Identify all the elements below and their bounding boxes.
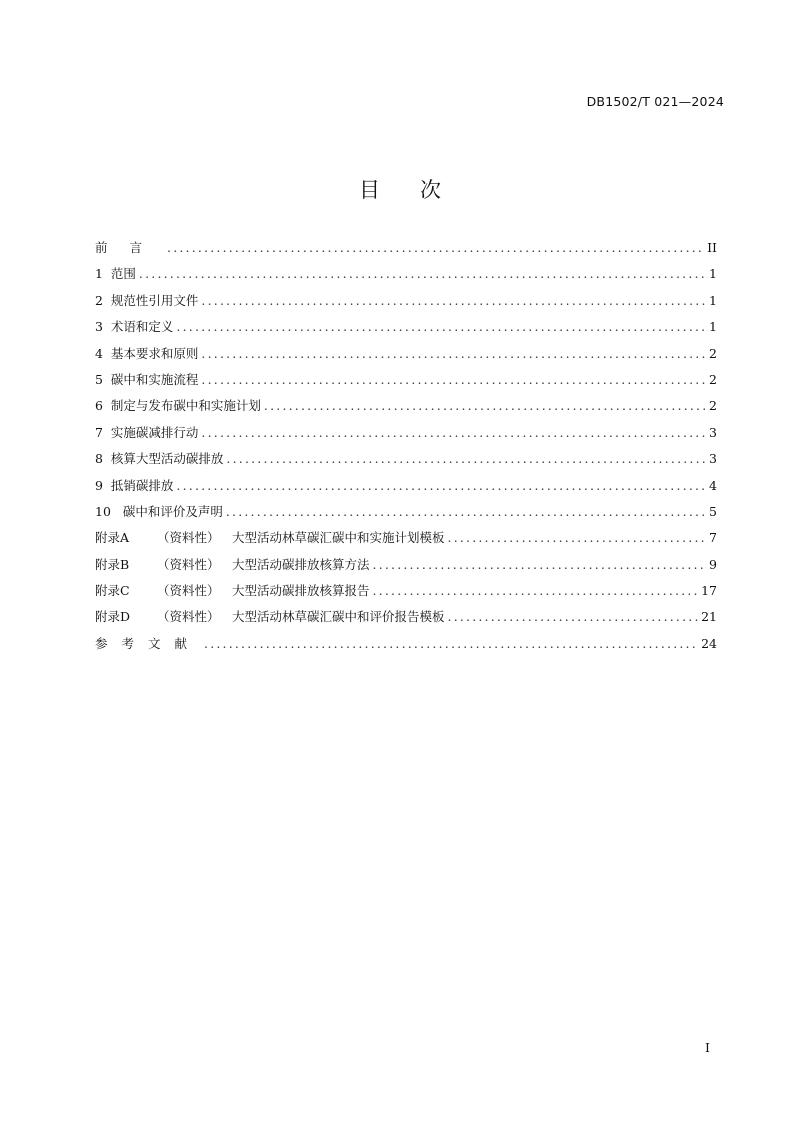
toc-entry-label [95,396,261,414]
toc-entry-label [95,423,198,441]
toc-entry-section-5[interactable] [95,370,717,396]
toc-entry-page: 4 [709,477,717,493]
toc-entry-page: 1 [709,292,717,308]
toc-entry-page: 17 [701,583,717,599]
toc-entry-appendix-c[interactable] [95,581,717,607]
toc-entry-page: 24 [701,635,717,651]
toc-entry-foreword[interactable] [95,238,717,264]
toc-entry-label: 参考文献 [95,635,202,651]
toc-leader-dots [201,372,706,387]
toc-leader-dots [226,504,706,519]
toc-appendix-title: 大型活动林草碳汇碳中和实施计划模板 [232,530,445,546]
toc-entry-page: 3 [709,451,717,467]
toc-entry-section-4[interactable] [95,344,717,370]
toc-entry-page: 2 [709,398,717,414]
table-of-contents [95,238,717,660]
toc-leader-dots [226,451,706,466]
toc-section-number: 9 [95,477,103,493]
toc-section-title: 碳中和实施流程 [110,371,199,387]
toc-entry-section-3[interactable] [95,317,717,343]
toc-section-number: 2 [95,292,103,308]
toc-appendix-type: （资料性） [157,556,220,572]
toc-entry-section-2[interactable] [95,291,717,317]
toc-section-number: 3 [95,319,103,335]
toc-section-title: 制定与发布碳中和实施计划 [110,398,261,414]
toc-entry-label [95,502,223,520]
toc-entry-label [95,607,445,625]
toc-appendix-type: （资料性） [157,530,220,546]
toc-entry-page: 1 [709,266,717,282]
toc-leader-dots [176,478,706,493]
toc-entry-page: II [707,240,717,255]
toc-leader-dots [201,293,706,308]
toc-section-title: 规范性引用文件 [110,292,199,308]
toc-entry-section-9[interactable] [95,476,717,502]
page-title: 目次 [359,178,481,202]
toc-entry-label [95,264,136,282]
toc-entry-appendix-a[interactable] [95,528,717,554]
toc-entry-references[interactable] [95,634,717,660]
toc-entry-label [95,370,198,388]
toc-section-number: 10 [95,503,111,519]
toc-entry-page: 2 [709,371,717,387]
toc-leader-dots [201,346,706,361]
toc-appendix-number: 附录B [95,556,130,572]
toc-entry-label [95,449,223,467]
toc-leader-dots [448,609,699,624]
page-number: I [705,1040,710,1055]
toc-section-title: 实施碳减排行动 [110,424,199,440]
toc-entry-section-7[interactable] [95,423,717,449]
toc-entry-label [95,555,370,573]
toc-appendix-number: 附录C [95,583,130,599]
toc-appendix-number: 附录D [95,609,131,625]
toc-section-number: 7 [95,424,103,440]
toc-entry-label [95,317,173,335]
toc-section-title: 范围 [110,266,136,282]
toc-appendix-title: 大型活动林草碳汇碳中和评价报告模板 [232,609,445,625]
toc-leader-dots [448,530,707,545]
toc-entry-page: 5 [709,503,717,519]
toc-section-title: 术语和定义 [110,319,174,335]
toc-section-title: 碳中和评价及声明 [122,503,223,519]
toc-section-title: 核算大型活动碳排放 [110,451,224,467]
toc-section-number: 5 [95,371,103,387]
toc-entry-page: 21 [701,609,717,625]
toc-section-title: 基本要求和原则 [110,345,199,361]
toc-entry-section-10[interactable] [95,502,717,528]
toc-section-title: 抵销碳排放 [110,477,174,493]
toc-entry-section-6[interactable] [95,396,717,422]
toc-entry-label: 前言 [95,240,165,255]
toc-entry-label [95,344,198,362]
toc-section-number: 1 [95,266,103,282]
toc-section-number: 4 [95,345,103,361]
toc-appendix-title: 大型活动碳排放核算报告 [232,583,370,599]
toc-section-number: 8 [95,451,103,467]
toc-appendix-title: 大型活动碳排放核算方法 [232,556,370,572]
toc-entry-page: 7 [709,530,717,546]
toc-section-number: 6 [95,398,103,414]
toc-appendix-type: （资料性） [157,583,220,599]
toc-leader-dots [373,583,699,598]
toc-leader-dots [373,557,707,572]
document-code: DB1502/T 021—2024 [586,94,724,109]
toc-leader-dots [176,319,706,334]
toc-leader-dots [139,266,706,281]
toc-entry-label [95,476,173,494]
toc-leader-dots [204,636,698,651]
toc-entry-appendix-d[interactable] [95,607,717,633]
toc-leader-dots [201,425,706,440]
toc-entry-label [95,291,198,309]
toc-appendix-number: 附录A [95,530,130,546]
toc-entry-label [95,581,370,599]
toc-entry-page: 9 [709,556,717,572]
toc-entry-label [95,528,445,546]
toc-entry-page: 2 [709,345,717,361]
toc-appendix-type: （资料性） [157,609,220,625]
toc-entry-appendix-b[interactable] [95,555,717,581]
toc-leader-dots [264,398,706,413]
toc-entry-page: 1 [709,319,717,335]
toc-leader-dots [167,240,704,255]
toc-entry-page: 3 [709,424,717,440]
toc-entry-section-1[interactable] [95,264,717,290]
toc-entry-section-8[interactable] [95,449,717,475]
